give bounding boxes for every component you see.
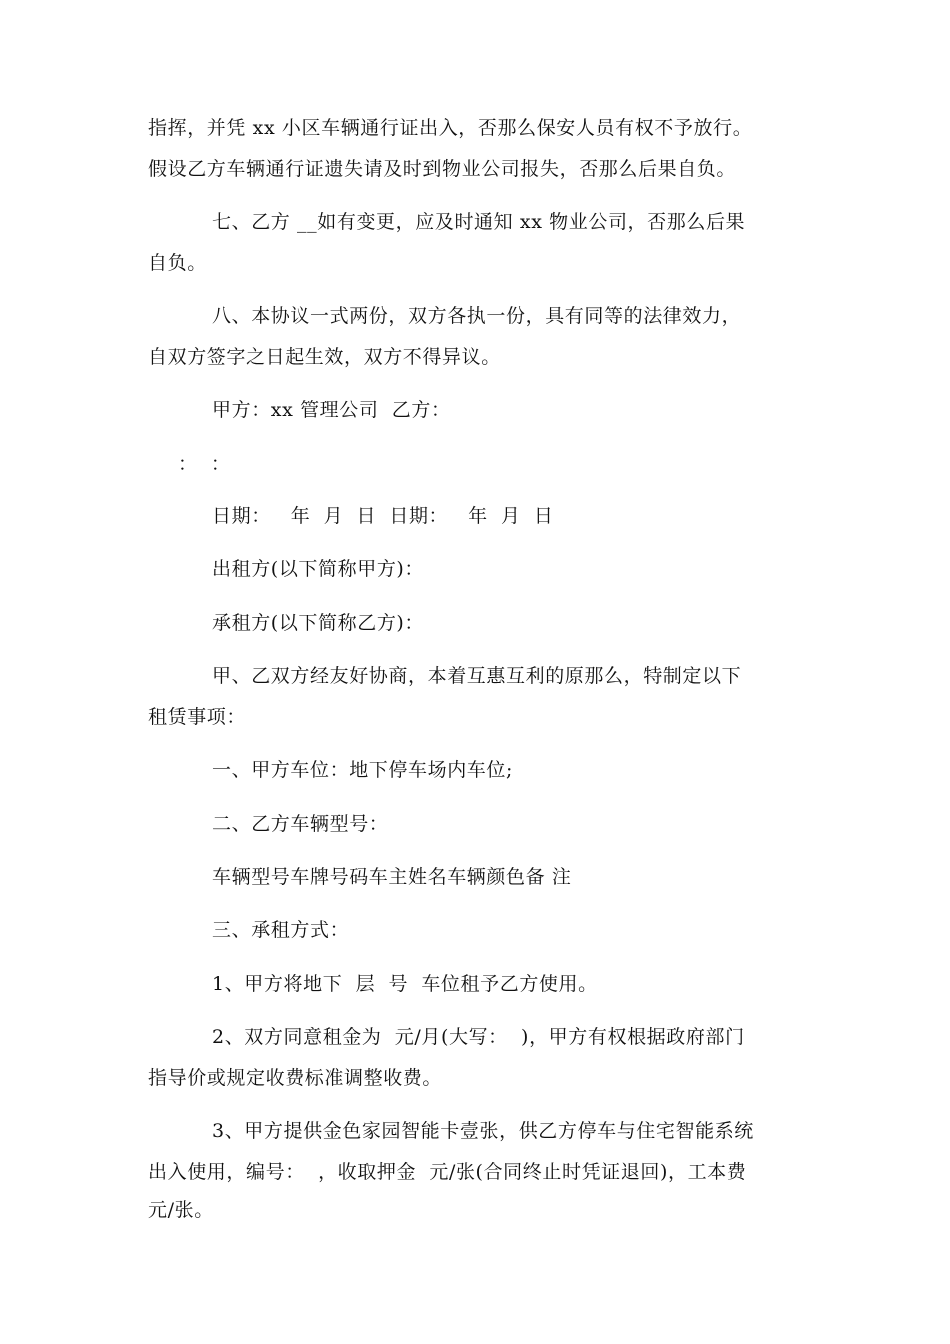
text-line: 出入使用，编号： ，收取押金 元/张(合同终止时凭证退回)，工本费 [148,1161,747,1183]
text-line: 假设乙方车辆通行证遗失请及时到物业公司报失，否那么后果自负。 [148,158,737,180]
clause-3: 三、承租方式： [212,919,350,941]
vehicle-table-header: 车辆型号车牌号码车主姓名车辆颜色备 注 [212,866,572,888]
text-line: 自双方签字之日起生效，双方不得异议。 [148,346,501,368]
text-line: 自负。 [148,252,207,274]
item-3: 3、甲方提供金色家园智能卡壹张，供乙方停车与住宅智能系统 [212,1120,754,1142]
preamble-line: 甲、乙双方经友好协商，本着互惠互利的原那么，特制定以下 [212,665,742,687]
section-8-line: 八、本协议一式两份，双方各执一份，具有同等的法律效力， [212,305,742,327]
lessor-label: 出租方(以下简称甲方)： [212,558,425,580]
signature-dates: 日期： 年 月 日 日期： 年 月 日 [212,505,554,527]
text-line: 指挥，并凭 xx 小区车辆通行证出入，否那么保安人员有权不予放行。 [148,117,753,139]
lessee-label: 承租方(以下简称乙方)： [212,612,425,634]
clause-1: 一、甲方车位：地下停车场内车位; [212,759,514,781]
text-line: 元/张。 [148,1199,214,1221]
clause-2: 二、乙方车辆型号： [212,813,389,835]
signature-parties: 甲方：xx 管理公司 乙方： [212,399,451,421]
item-2: 2、双方同意租金为 元/月(大写： )，甲方有权根据政府部门 [212,1026,745,1048]
text-line: 租赁事项： [148,706,247,728]
text-line: 指导价或规定收费标准调整收费。 [148,1067,443,1089]
section-7-line: 七、乙方 __如有变更，应及时通知 xx 物业公司，否那么后果 [212,211,746,233]
signature-colons: ： ： [178,453,231,475]
item-1: 1、甲方将地下 层 号 车位租予乙方使用。 [212,973,598,995]
